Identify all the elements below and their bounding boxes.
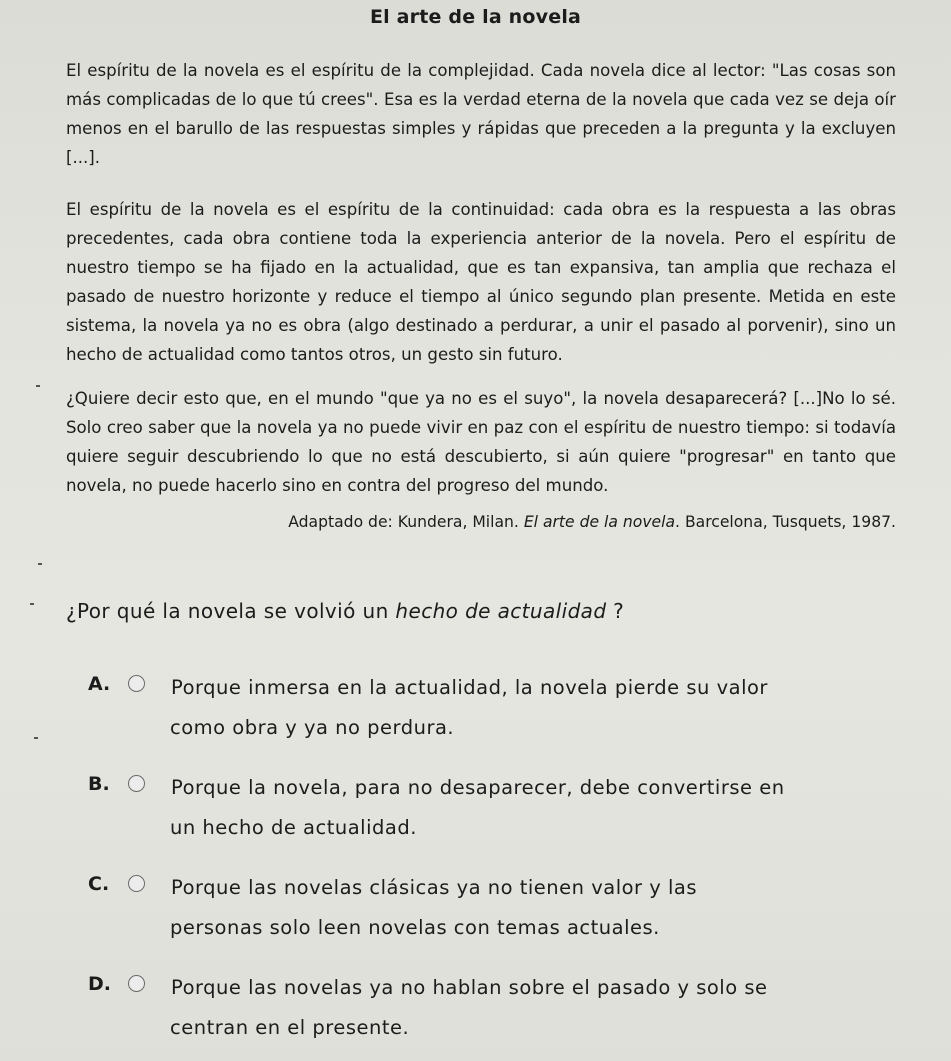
option-d-line-2: centran en el presente. bbox=[170, 1016, 410, 1039]
question-prefix: ¿Por qué la novela se volvió un bbox=[66, 599, 396, 623]
margin-mark bbox=[38, 563, 42, 565]
option-c-line-1: Porque las novelas clásicas ya no tienen valor y las bbox=[171, 876, 698, 899]
paragraph-1: El espíritu de la novela es el espíritu de la complejidad. Cada novela dice al lector: "Las cosas son más complicadas de lo que tú crees". Esa es la verdad eterna de la novela que cada vez se deja oír menos en el barullo de las respuestas simples y rápidas que preceden a la pregunta y la excluyen [...]. bbox=[66, 61, 896, 167]
paragraph-2: El espíritu de la novela es el espíritu de la continuidad: cada obra es la respuesta a las obras precedentes, cada obra contiene toda la experiencia anterior de la novela. Pero el espíritu de nuestro tiempo se ha fijado en la actualidad, que es tan expansiva, tan amplia que rechaza el pasado de nuestro horizonte y reduce el tiempo al único segundo plan presente. Metida en este sistema, la novela ya no es obra (algo destinado a perdurar, a unir el pasado al porvenir), sino un hecho de actualidad como tantos otros, un gesto sin futuro. bbox=[66, 200, 896, 364]
source-book-title: El arte de la novela bbox=[523, 513, 676, 531]
source-citation bbox=[66, 511, 896, 533]
option-c-text bbox=[171, 868, 891, 948]
option-a-line-2: como obra y ya no perdura. bbox=[170, 716, 455, 739]
option-b-text bbox=[171, 768, 891, 848]
option-a-letter: A. bbox=[88, 673, 111, 695]
paragraph-3: ¿Quiere decir esto que, en el mundo "que ya no es el suyo", la novela desaparecerá? [...]No lo sé. Solo creo saber que la novela ya no puede vivir en paz con el espíritu de nuestro tiempo: si todavía quiere seguir descubriendo lo que no está descubierto, si aún quiere "progresar" en tanto que novela, no puede hacerlo sino en contra del progreso del mundo. bbox=[66, 389, 896, 495]
page-title: El arte de la novela bbox=[369, 6, 582, 28]
source-suffix: . Barcelona, Tusquets, 1987. bbox=[675, 513, 896, 531]
option-d-radio[interactable] bbox=[128, 975, 145, 992]
source-prefix: Adaptado de: Kundera, Milan. bbox=[288, 513, 524, 531]
option-a-text bbox=[171, 668, 891, 748]
option-d-text bbox=[171, 968, 891, 1048]
option-b-letter: B. bbox=[88, 773, 110, 795]
question-suffix: ? bbox=[606, 599, 625, 623]
option-b-line-2: un hecho de actualidad. bbox=[170, 816, 417, 839]
option-d-letter: D. bbox=[88, 973, 111, 995]
option-d-line-1: Porque las novelas ya no hablan sobre el pasado y solo se bbox=[171, 976, 768, 999]
option-c-letter: C. bbox=[88, 873, 110, 895]
option-b-radio[interactable] bbox=[128, 775, 145, 792]
option-b-line-1: Porque la novela, para no desaparecer, debe convertirse en bbox=[171, 776, 785, 799]
option-a-radio[interactable] bbox=[128, 675, 145, 692]
option-c-radio[interactable] bbox=[128, 875, 145, 892]
question-emphasis: hecho de actualidad bbox=[395, 599, 607, 623]
option-a-line-1: Porque inmersa en la actualidad, la novela pierde su valor bbox=[171, 676, 768, 699]
option-c-line-2: personas solo leen novelas con temas actuales. bbox=[170, 916, 660, 939]
margin-mark bbox=[30, 603, 34, 605]
margin-mark bbox=[36, 385, 40, 387]
question-text bbox=[66, 598, 896, 624]
margin-mark bbox=[34, 737, 38, 739]
